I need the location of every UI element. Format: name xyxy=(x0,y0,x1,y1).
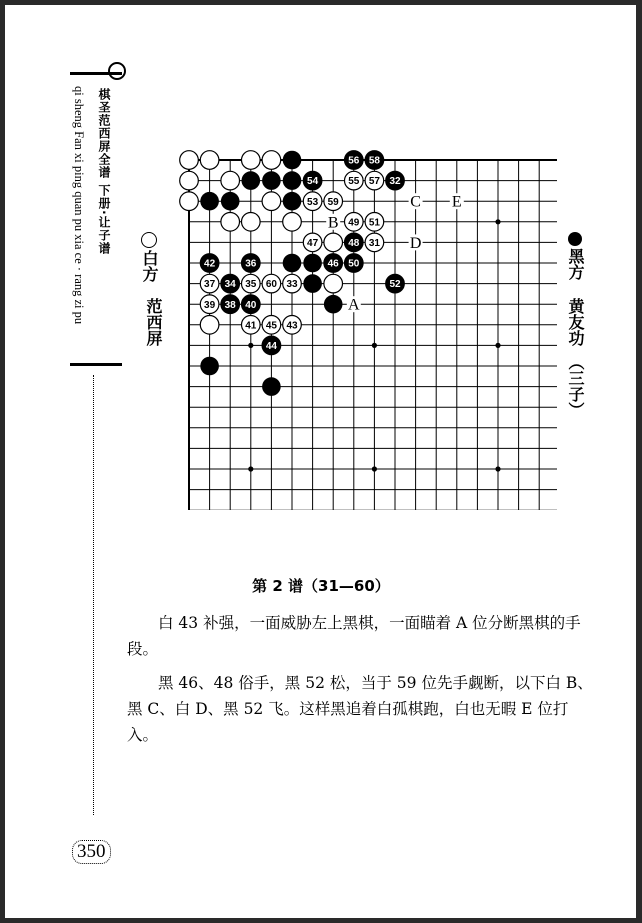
white-stone xyxy=(180,171,199,190)
move-number: 45 xyxy=(265,320,277,332)
move-number: 37 xyxy=(204,279,216,291)
black-player-label xyxy=(560,232,590,442)
black-stone-icon xyxy=(568,232,582,246)
black-stone xyxy=(262,171,281,190)
black-stone xyxy=(283,192,302,211)
move-number: 36 xyxy=(245,258,257,270)
black-player-name: 黄友功 xyxy=(566,298,585,346)
star-point xyxy=(495,466,500,471)
position-letter: E xyxy=(451,193,462,211)
star-point xyxy=(248,343,253,348)
star-point xyxy=(248,466,253,471)
diagram-caption: 第 2 谱（31—60） xyxy=(252,577,390,595)
white-stone xyxy=(180,192,199,211)
move-number: 55 xyxy=(348,176,360,188)
move-number: 49 xyxy=(348,217,360,229)
move-number: 34 xyxy=(224,279,236,291)
move-number: 48 xyxy=(348,238,360,249)
spine-title: 棋圣范西屏全谱 下册·让子谱 xyxy=(97,88,111,255)
star-point xyxy=(372,343,377,348)
black-stone xyxy=(221,192,240,211)
white-stone xyxy=(262,192,281,211)
move-number: 59 xyxy=(327,196,339,208)
white-stone xyxy=(221,213,240,232)
black-label-text: 黑方 xyxy=(566,248,585,280)
black-stone xyxy=(303,274,322,293)
move-number: 44 xyxy=(265,341,277,352)
spine-bottom-rule xyxy=(70,363,122,366)
handicap-note: （三子） xyxy=(566,354,585,418)
move-number: 47 xyxy=(307,238,319,249)
move-number: 57 xyxy=(368,176,380,188)
move-number: 40 xyxy=(245,299,257,311)
spine-top-rule xyxy=(70,72,122,75)
white-stone xyxy=(324,274,343,293)
white-stone xyxy=(324,233,343,252)
black-stone xyxy=(283,254,302,273)
move-number: 50 xyxy=(348,258,360,270)
black-side-label xyxy=(564,232,587,280)
star-point xyxy=(495,343,500,348)
move-number: 53 xyxy=(307,196,319,208)
star-point xyxy=(495,219,500,224)
black-stone xyxy=(242,171,261,190)
move-number: 54 xyxy=(307,176,319,188)
black-stone xyxy=(262,377,281,396)
move-number: 52 xyxy=(389,279,401,291)
white-side-label xyxy=(138,232,161,282)
spine-pinyin: qi sheng Fan xi ping quan pu xia ce · rang zi pu xyxy=(72,86,86,325)
move-number: 60 xyxy=(265,279,277,291)
move-number: 43 xyxy=(286,320,298,332)
white-stone xyxy=(180,151,199,170)
move-number: 58 xyxy=(368,155,380,167)
page-number: 350 xyxy=(72,840,111,864)
star-point xyxy=(372,466,377,471)
commentary xyxy=(127,610,597,756)
move-number: 32 xyxy=(389,176,401,188)
move-number: 51 xyxy=(368,217,380,229)
white-label-text: 白方 xyxy=(140,250,159,282)
go-board-diagram xyxy=(165,138,557,510)
black-stone xyxy=(283,151,302,170)
move-number: 38 xyxy=(224,299,236,311)
white-player-label xyxy=(138,232,166,362)
move-number: 33 xyxy=(286,279,298,291)
white-stone xyxy=(200,151,219,170)
white-stone xyxy=(200,316,219,335)
move-number: 39 xyxy=(204,299,216,311)
white-player-name: 范西屏 xyxy=(144,298,163,346)
white-stone xyxy=(221,171,240,190)
move-number: 46 xyxy=(327,258,339,270)
black-stone xyxy=(200,192,219,211)
position-letter: A xyxy=(348,296,360,314)
black-stone xyxy=(324,295,343,314)
white-stone xyxy=(283,213,302,232)
black-stone xyxy=(283,171,302,190)
commentary-paragraph-1: 白 43 补强，一面威胁左上黑棋，一面瞄着 A 位分断黑棋的手段。 xyxy=(127,614,581,658)
move-number: 41 xyxy=(245,320,257,332)
move-number: 35 xyxy=(245,279,257,291)
position-letter: D xyxy=(409,234,422,252)
white-stone-icon xyxy=(141,232,157,248)
move-number: 56 xyxy=(348,155,360,167)
white-stone xyxy=(262,151,281,170)
white-stone xyxy=(242,151,261,170)
position-letter: B xyxy=(327,214,339,232)
move-number: 31 xyxy=(368,238,380,249)
move-number: 42 xyxy=(204,258,216,270)
white-stone xyxy=(242,213,261,232)
black-stone xyxy=(200,357,219,376)
commentary-paragraph-2: 黑 46、48 俗手，黑 52 松，当于 59 位先手觑断，以下白 B、黑 C、白 D、黑 52 飞。这样黑追着白孤棋跑，白也无暇 E 位打入。 xyxy=(127,674,593,744)
black-stone xyxy=(303,254,322,273)
position-letter: C xyxy=(410,193,421,211)
